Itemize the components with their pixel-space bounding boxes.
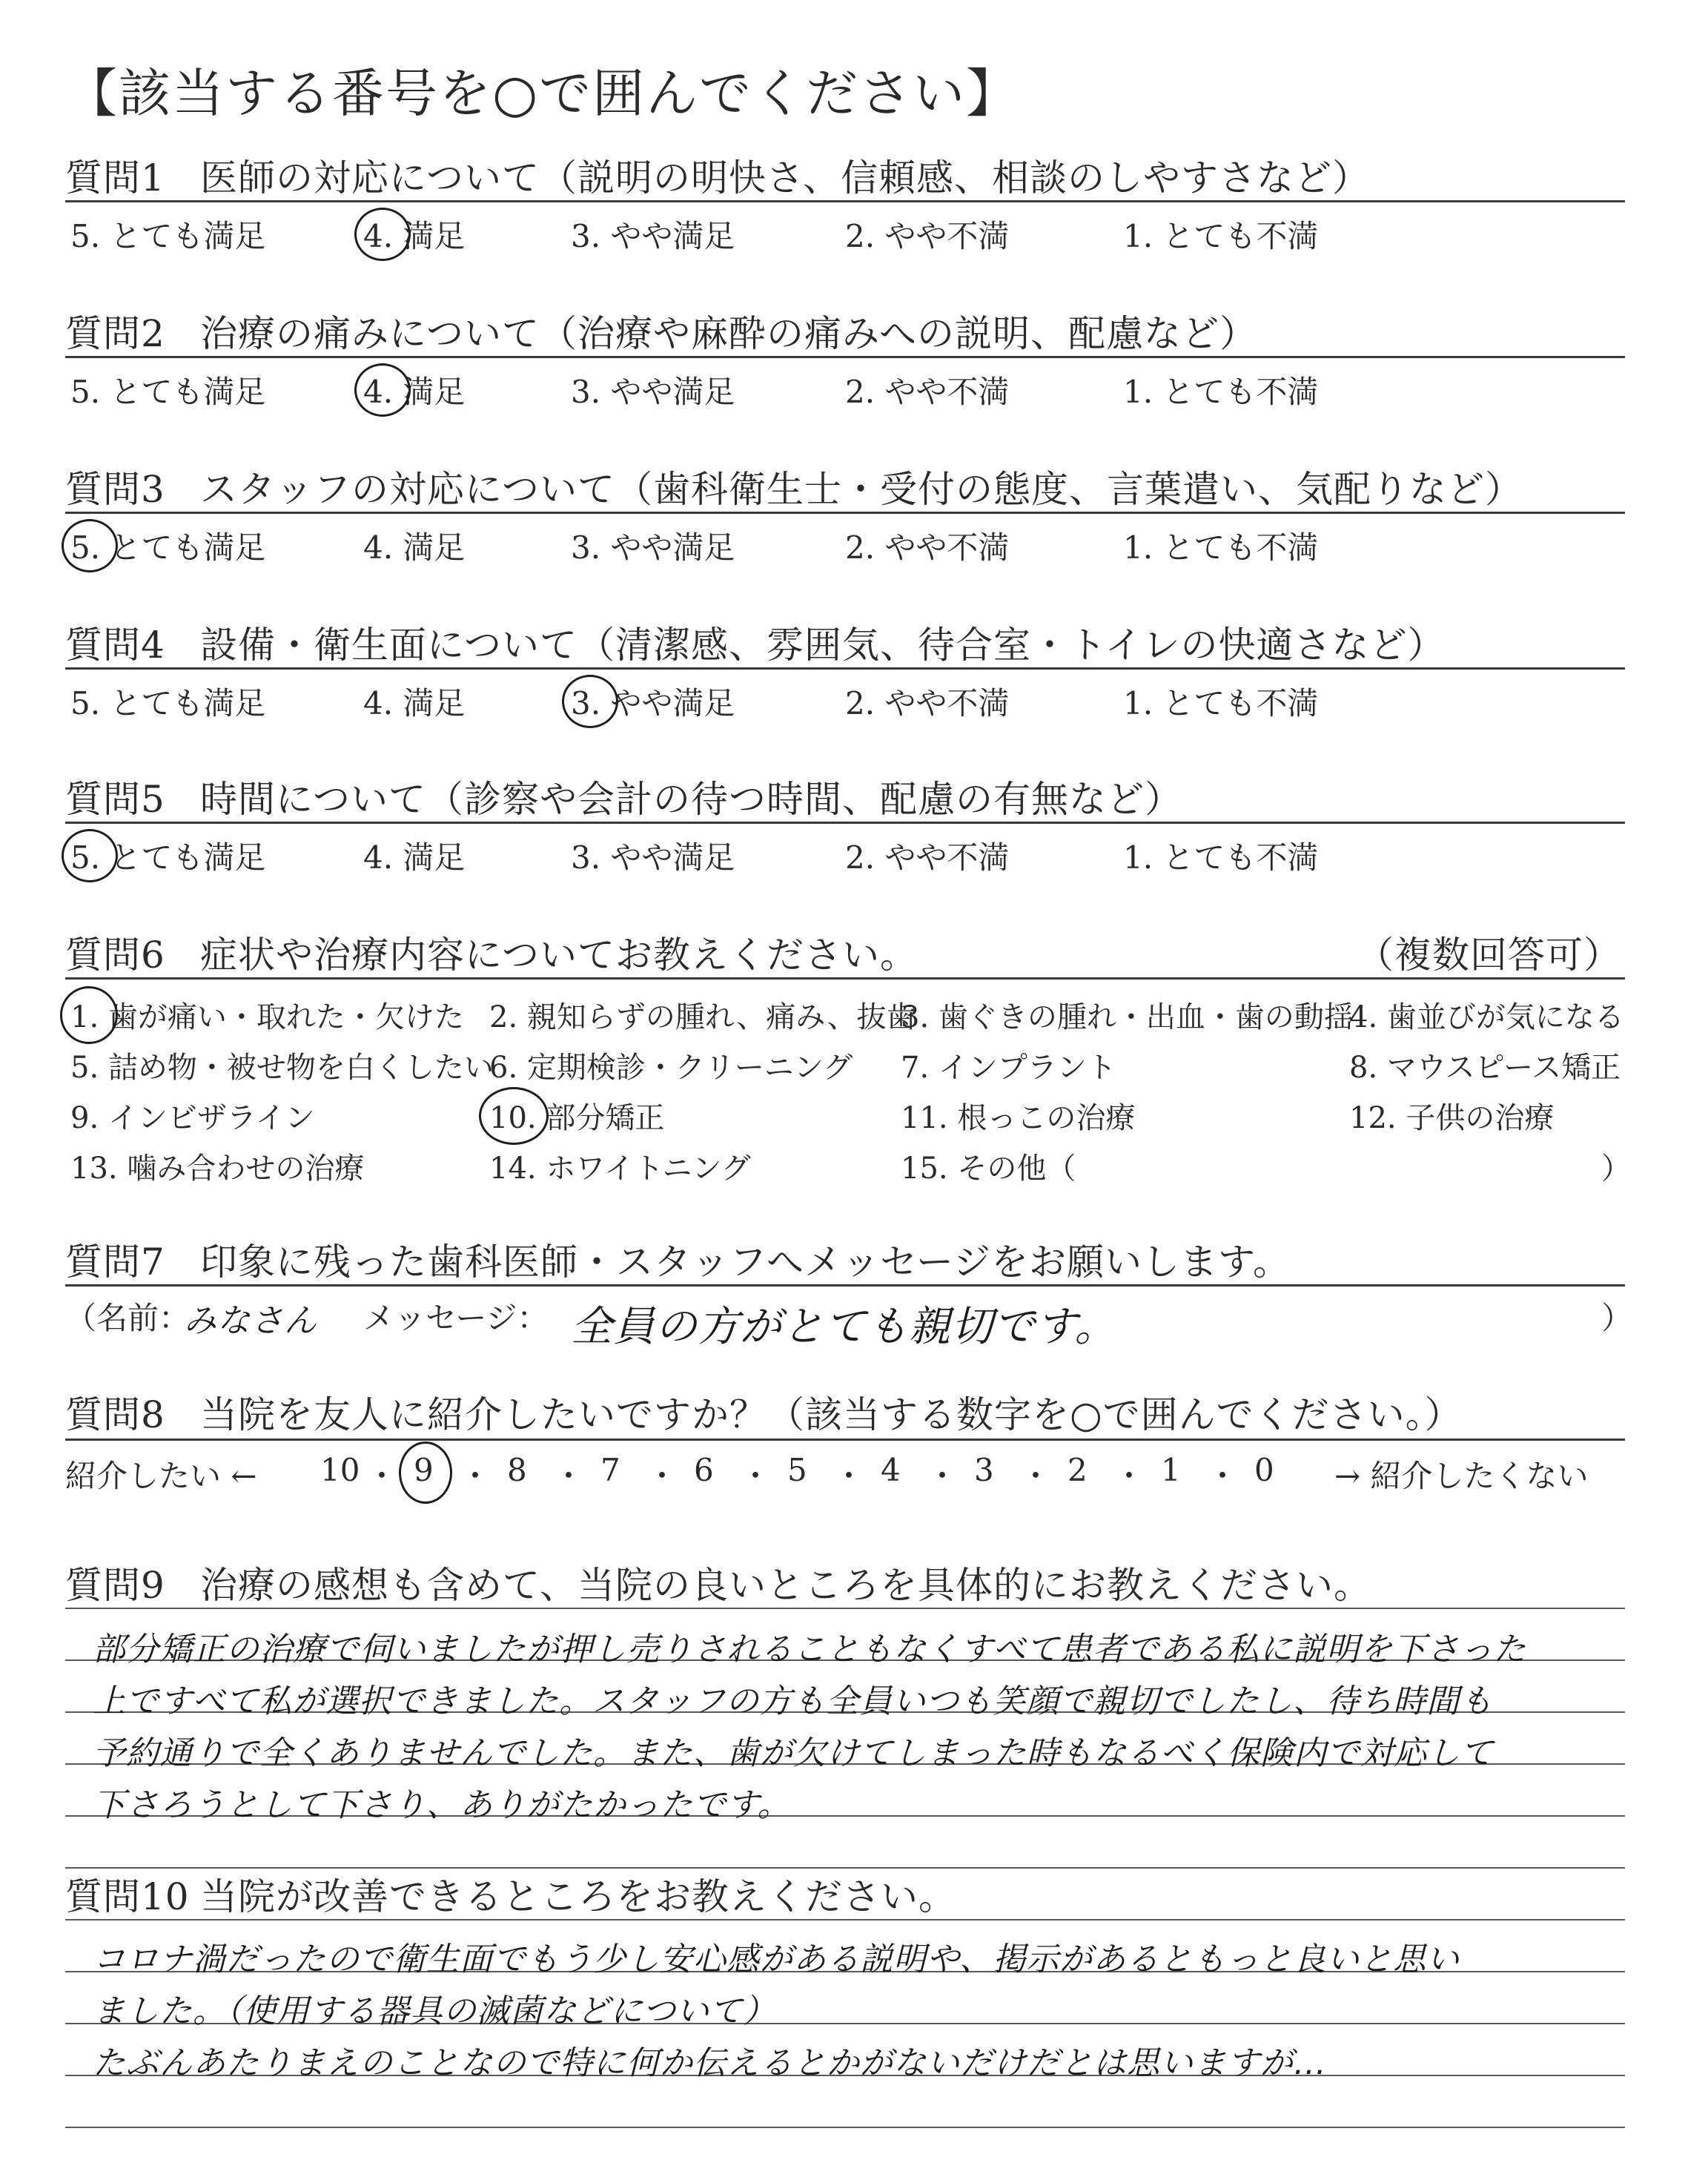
q6-option-2[interactable]: 2. 親知らずの腫れ、痛み、抜歯	[489, 1000, 916, 1034]
q8-scale-0[interactable]: 0	[1254, 1452, 1274, 1488]
q6-text: 症状や治療内容についてお教えください。	[200, 934, 918, 977]
q1-selected-circle	[354, 208, 411, 261]
q4-selected-circle	[562, 675, 618, 728]
q8-separator: ・	[460, 1458, 491, 1494]
q8-left-label: 紹介したい ←	[65, 1458, 257, 1494]
q7-message-value[interactable]: 全員の方がとても親切です。	[571, 1303, 1117, 1351]
q4-option-5[interactable]: 5. とても満足	[70, 685, 266, 721]
q6-other-close: ）	[1601, 1152, 1631, 1186]
q6-option-7[interactable]: 7. インプラント	[901, 1051, 1116, 1085]
q8-separator: ・	[833, 1458, 865, 1494]
q3-text: スタッフの対応について（歯科衛生士・受付の態度、言葉遣い、気配りなど）	[200, 468, 1523, 511]
q5-selected-circle	[62, 829, 118, 882]
q2-option-1[interactable]: 1. とても不満	[1123, 374, 1319, 410]
q5-option-3[interactable]: 3. やや満足	[571, 839, 735, 876]
q6-rule	[65, 977, 1625, 980]
q6-option-9[interactable]: 9. インビザライン	[70, 1101, 315, 1135]
q6-selected-circle-10	[479, 1087, 549, 1145]
q6-option-4[interactable]: 4. 歯並びが気になる	[1349, 1000, 1624, 1034]
q3-selected-circle	[62, 519, 118, 572]
q10-answer-line-3[interactable]: たぶんあたりまえのことなので特に何か伝えるとかがないだけだとは思いますが…	[93, 2044, 1327, 2082]
q6-option-6[interactable]: 6. 定期検診・クリーニング	[489, 1051, 853, 1085]
q7-name-value[interactable]: みなさん	[184, 1302, 317, 1340]
q8-separator: ・	[1207, 1458, 1239, 1494]
q10-answer-line-1[interactable]: コロナ渦だったので衛生面でもう少し安心感がある説明や、掲示があるともっと良いと思い	[93, 1941, 1460, 1978]
q2-option-3[interactable]: 3. やや満足	[571, 374, 735, 410]
q8-separator: ・	[1020, 1458, 1052, 1494]
q8-right-label: → 紹介したくない	[1334, 1458, 1589, 1494]
q3-option-4[interactable]: 4. 満足	[363, 529, 466, 566]
q7-name-label: （名前：	[65, 1300, 191, 1336]
q6-option-15[interactable]: 15. その他（	[901, 1152, 1076, 1186]
q8-text: 当院を友人に紹介したいですか？（該当する数字を○で囲んでください。）	[200, 1393, 1463, 1436]
q8-scale-5[interactable]: 5	[787, 1452, 807, 1488]
q6-option-1[interactable]: 1. 歯が痛い・取れた・欠けた	[70, 1000, 464, 1034]
q4-label: 質問4	[65, 624, 165, 667]
q6-option-3[interactable]: 3. 歯ぐきの腫れ・出血・歯の動揺	[901, 1000, 1354, 1034]
q6-option-12[interactable]: 12. 子供の治療	[1349, 1101, 1555, 1135]
q1-text: 医師の対応について（説明の明快さ、信頼感、相談のしやすさなど）	[200, 156, 1370, 199]
q3-rule	[65, 512, 1625, 514]
q2-rule	[65, 356, 1625, 358]
q6-option-14[interactable]: 14. ホワイトニング	[489, 1152, 751, 1186]
q3-option-3[interactable]: 3. やや満足	[571, 529, 735, 566]
q8-scale-8[interactable]: 8	[507, 1452, 527, 1488]
q8-scale-6[interactable]: 6	[694, 1452, 714, 1488]
q5-rule	[65, 822, 1625, 824]
q6-option-10[interactable]: 10. 部分矯正	[489, 1101, 665, 1135]
q6-option-5[interactable]: 5. 詰め物・被せ物を白くしたい	[70, 1051, 494, 1085]
q9-text: 治療の感想も含めて、当院の良いところを具体的にお教えください。	[200, 1564, 1371, 1607]
q8-separator: ・	[1113, 1458, 1145, 1494]
q1-option-5[interactable]: 5. とても満足	[70, 218, 266, 254]
q6-label: 質問6	[65, 934, 165, 977]
q5-option-1[interactable]: 1. とても不満	[1123, 839, 1319, 876]
q4-text: 設備・衛生面について（清潔感、雰囲気、待合室・トイレの快適さなど）	[200, 624, 1446, 667]
q5-option-4[interactable]: 4. 満足	[363, 839, 466, 876]
q2-selected-circle	[354, 363, 411, 417]
q8-scale-10[interactable]: 10	[320, 1452, 360, 1488]
q8-selected-circle	[399, 1441, 452, 1504]
q8-scale-7[interactable]: 7	[600, 1452, 620, 1488]
q1-option-2[interactable]: 2. やや不満	[845, 218, 1010, 254]
q3-option-1[interactable]: 1. とても不満	[1123, 529, 1319, 566]
q5-label: 質問5	[65, 778, 165, 821]
q2-option-5[interactable]: 5. とても満足	[70, 374, 266, 410]
q8-scale-4[interactable]: 4	[881, 1452, 901, 1488]
q9-answer-line-1[interactable]: 部分矯正の治療で伺いましたが押し売りされることもなくすべて患者である私に説明を下さった	[93, 1631, 1527, 1668]
q8-scale-9[interactable]: 9	[414, 1452, 434, 1488]
q8-separator: ・	[553, 1458, 585, 1494]
q6-selected-circle-1	[60, 986, 118, 1044]
q3-option-5[interactable]: 5. とても満足	[70, 529, 266, 566]
q8-separator: ・	[366, 1458, 398, 1494]
q8-rule	[65, 1439, 1625, 1441]
q1-label: 質問1	[65, 156, 165, 199]
q10-answer-rule	[65, 2127, 1625, 2128]
q8-label: 質問8	[65, 1393, 165, 1436]
q8-scale-2[interactable]: 2	[1068, 1452, 1088, 1488]
q9-answer-rule	[65, 1608, 1625, 1609]
q2-option-2[interactable]: 2. やや不満	[845, 374, 1010, 410]
q4-option-1[interactable]: 1. とても不満	[1123, 685, 1319, 721]
q10-answer-rule	[65, 1919, 1625, 1920]
q9-answer-line-3[interactable]: 予約通りで全くありませんでした。また、歯が欠けてしまった時もなるべく保険内で対応して	[93, 1734, 1494, 1772]
q9-answer-line-2[interactable]: 上ですべて私が選択できました。スタッフの方も全員いつも笑顔で親切でしたし、待ち時間も	[93, 1682, 1494, 1720]
q8-separator: ・	[646, 1458, 678, 1494]
q1-rule	[65, 200, 1625, 202]
q6-option-8[interactable]: 8. マウスピース矯正	[1349, 1051, 1621, 1085]
q8-separator: ・	[927, 1458, 959, 1494]
q3-label: 質問3	[65, 468, 165, 511]
q1-option-3[interactable]: 3. やや満足	[571, 218, 735, 254]
q5-text: 時間について（診察や会計の待つ時間、配慮の有無など）	[200, 778, 1182, 821]
q9-label: 質問9	[65, 1564, 165, 1607]
q8-separator: ・	[740, 1458, 772, 1494]
q5-option-2[interactable]: 2. やや不満	[845, 839, 1010, 876]
q4-option-2[interactable]: 2. やや不満	[845, 685, 1010, 721]
q7-label: 質問7	[65, 1241, 165, 1284]
q1-option-1[interactable]: 1. とても不満	[1123, 218, 1319, 254]
q6-option-11[interactable]: 11. 根っこの治療	[901, 1101, 1136, 1135]
q2-label: 質問2	[65, 312, 165, 355]
q7-text: 印象に残った歯科医師・スタッフへメッセージをお願いします。	[200, 1241, 1291, 1284]
page-title: 【該当する番号を○で囲んでください】	[65, 63, 1020, 124]
q10-label: 質問10	[65, 1875, 190, 1918]
q5-option-5[interactable]: 5. とても満足	[70, 839, 266, 876]
q9-answer-line-4[interactable]: 下さろうとして下さり、ありがたかったです。	[93, 1786, 791, 1824]
q2-text: 治療の痛みについて（治療や麻酔の痛みへの説明、配慮など）	[200, 312, 1257, 355]
q7-message-label: メッセージ：	[363, 1300, 549, 1336]
q4-rule	[65, 667, 1625, 670]
q4-option-4[interactable]: 4. 満足	[363, 685, 466, 721]
q6-note: （複数回答可）	[1357, 934, 1621, 977]
q6-option-13[interactable]: 13. 噛み合わせの治療	[70, 1152, 365, 1186]
q2-option-4[interactable]: 4. 満足	[363, 374, 466, 410]
q7-rule	[65, 1284, 1625, 1287]
q10-answer-line-2[interactable]: ました。（使用する器具の滅菌などについて）	[93, 1992, 777, 2030]
q7-close: ）	[1601, 1300, 1633, 1336]
q10-text: 当院が改善できるところをお教えください。	[200, 1875, 956, 1918]
q8-scale-1[interactable]: 1	[1161, 1452, 1181, 1488]
q4-option-3[interactable]: 3. やや満足	[571, 685, 735, 721]
q1-option-4[interactable]: 4. 満足	[363, 218, 466, 254]
q8-scale-3[interactable]: 3	[974, 1452, 994, 1488]
q3-option-2[interactable]: 2. やや不満	[845, 529, 1010, 566]
